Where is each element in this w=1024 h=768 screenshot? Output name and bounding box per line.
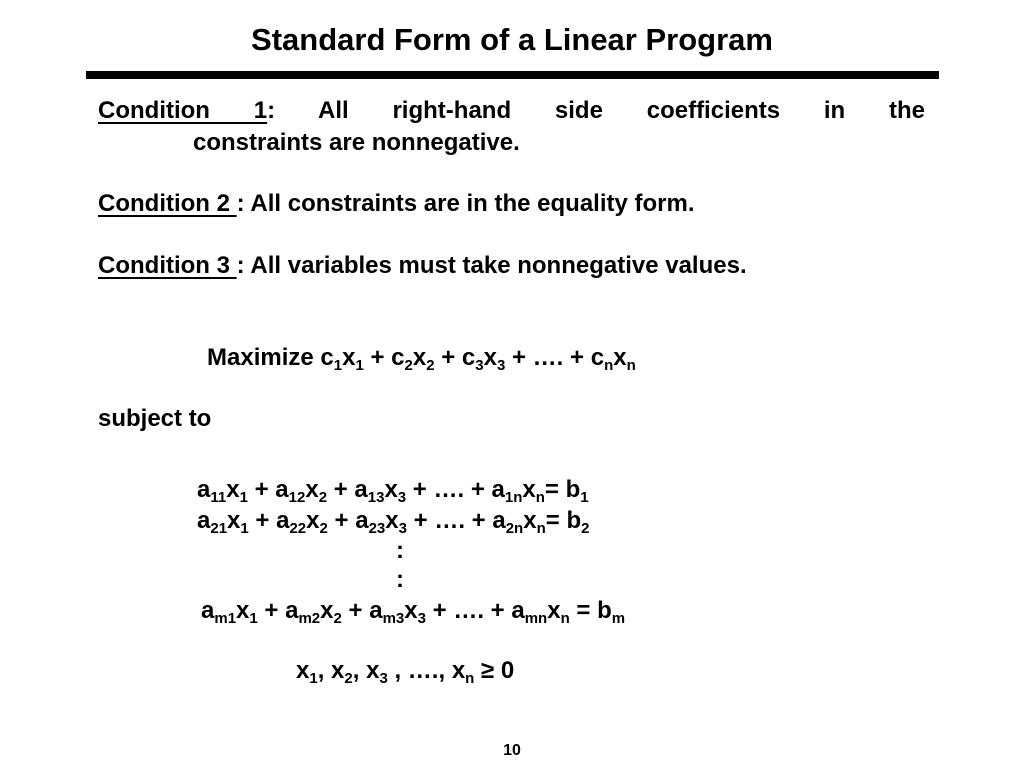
slide-title: Standard Form of a Linear Program	[251, 22, 773, 57]
condition-3	[98, 252, 747, 280]
constraint-row-2: $a_{21}x_1 + a_{22}x_2 + a_{23}x_3$ + …. + $a_{2n}x_n= b_2$	[197, 507, 590, 537]
title-divider	[86, 71, 939, 79]
condition-1-label: Condition 1	[98, 97, 268, 124]
nonnegativity-constraint: $x_1$, $x_2$, $x_3$ , …., $x_n \ge 0$	[296, 657, 515, 687]
condition-1-text: : All right-hand side coefficients in the	[267, 97, 925, 124]
continuation-dots-2: :	[396, 566, 404, 593]
page-number: 10	[503, 742, 521, 759]
condition-1-text-continued: constraints are nonnegative.	[193, 129, 520, 156]
condition-2	[98, 190, 695, 218]
condition-3-label: Condition 3	[98, 252, 237, 279]
condition-3-text: : All variables must take nonnegative values.	[236, 252, 747, 279]
continuation-dots-1: :	[396, 537, 404, 564]
subject-to-label: subject to	[98, 405, 212, 432]
condition-2-text: : All constraints are in the equality form.	[236, 190, 695, 217]
constraint-row-1: $a_{11}x_1 + a_{12}x_2 + a_{13}x_3$ + …. + $a_{1n}x_n= b_1$	[197, 476, 589, 506]
constraint-row-m: $a_{m1}x_1 + a_{m2}x_2 + a_{m3}x_3$ + …. + $a_{mn}x_n = b_m$	[201, 597, 626, 627]
condition-1	[98, 97, 925, 125]
condition-2-label: Condition 2	[98, 190, 237, 217]
objective-function: Maximize $c_1x_1 + c_2x_2 + c_3x_3$ + …. + $c_nx_n$	[207, 344, 636, 374]
